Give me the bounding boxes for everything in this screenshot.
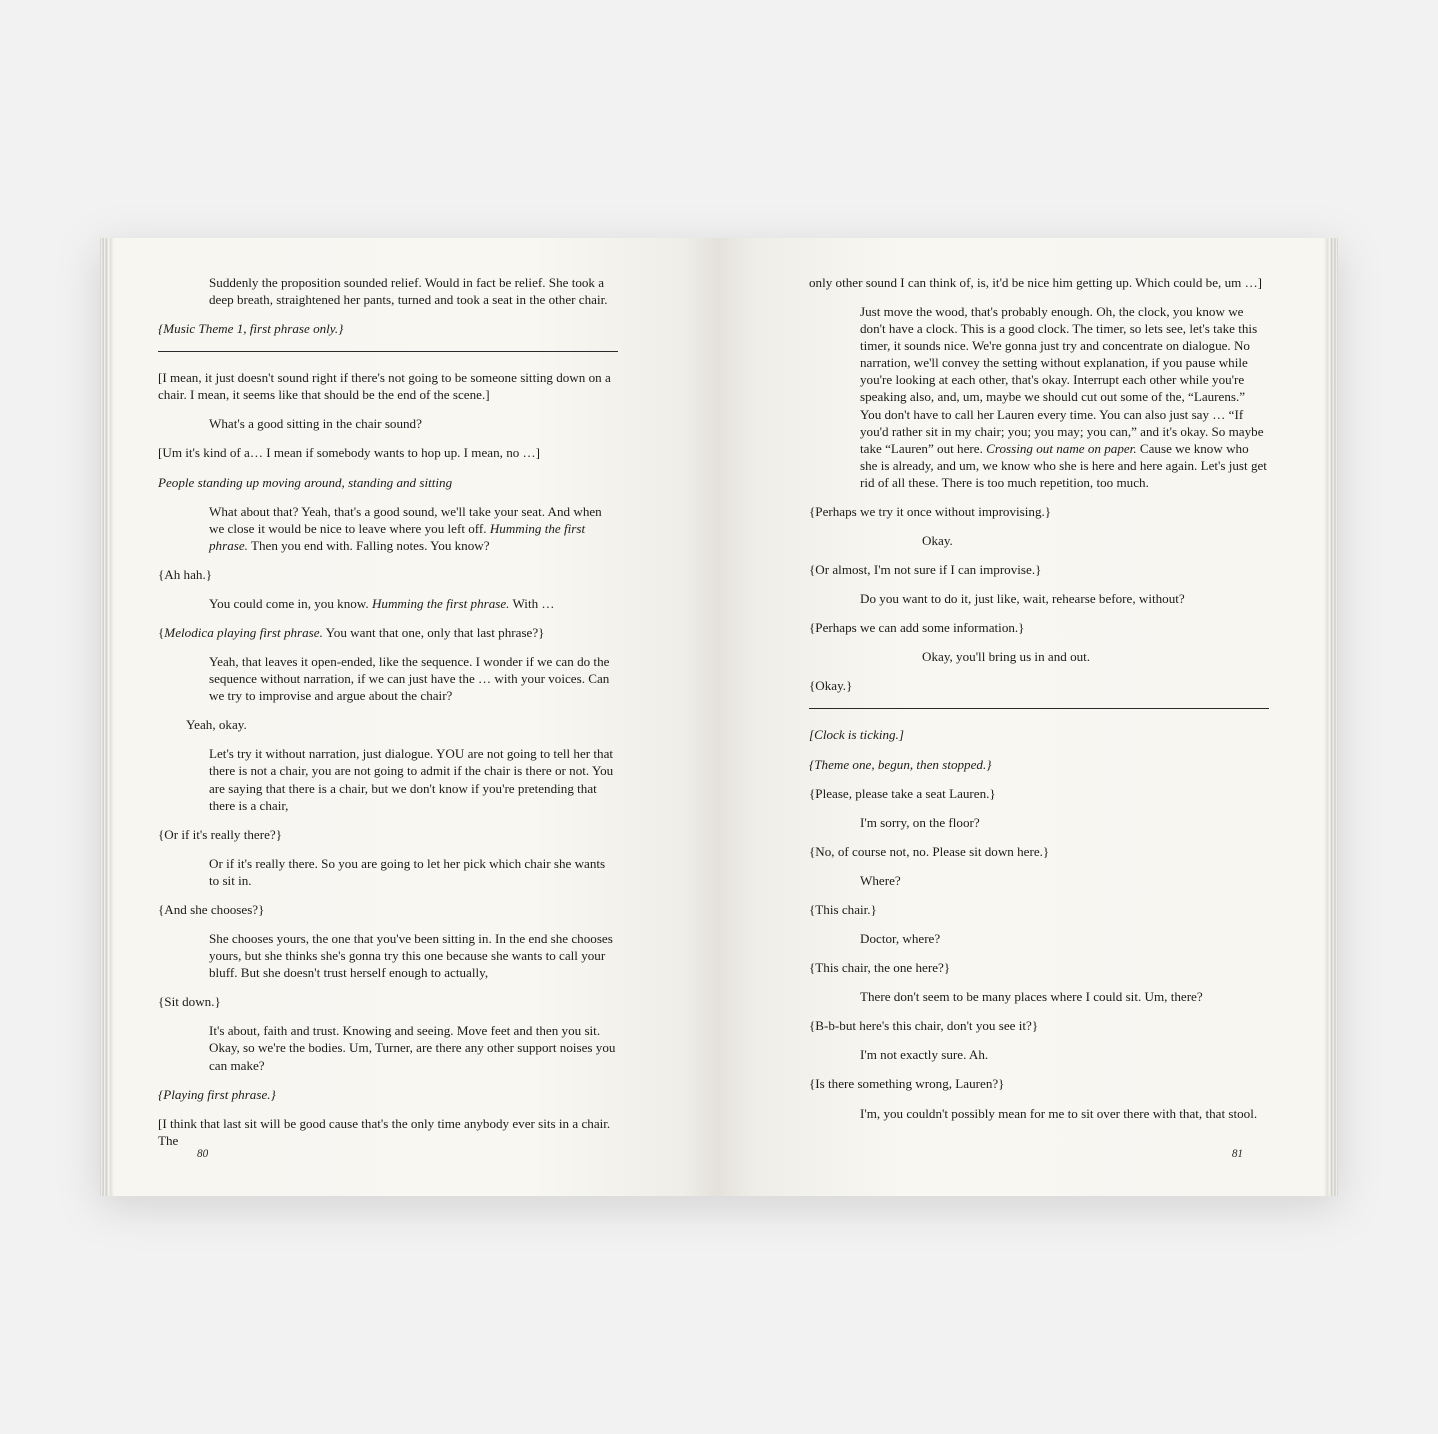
paragraph: {B-b-but here's this chair, don't you see it?} — [809, 1018, 1039, 1034]
left-page — [100, 238, 719, 1196]
paragraph: {Or if it's really there?} — [158, 826, 282, 842]
paragraph: only other sound I can think of, is, it'd be nice him getting up. Which could be, um …] — [809, 275, 1263, 290]
paragraph: {Sit down.} — [158, 994, 221, 1010]
paragraph: I'm sorry, on the floor? — [860, 814, 980, 830]
paragraph: Or if it's really there. So you are going to let her pick which chair she wants to sit in. — [209, 855, 606, 888]
paragraph: There don't seem to be many places where I could sit. Um, there? — [860, 989, 1203, 1005]
page-edges-left — [100, 238, 114, 1196]
paragraph: {Is there something wrong, Lauren?} — [809, 1076, 1005, 1092]
page-number-left: 80 — [197, 1148, 209, 1160]
page-edges-right — [1324, 238, 1338, 1196]
paragraph: It's about, faith and trust. Knowing and seeing. Move feet and then you sit. Okay, so we're the bodies. Um, Turner, are there any other support noises you can make? — [209, 1023, 616, 1073]
page-number-right: 81 — [1231, 1148, 1243, 1160]
left-page-text-column — [158, 274, 618, 1154]
paragraph: [I think that last sit will be good cause that's the only time anybody ever sits in a chair. The — [158, 1115, 611, 1148]
paragraph: {This chair.} — [809, 901, 877, 917]
paragraph: Doctor, where? — [860, 931, 941, 947]
paragraph: Suddenly the proposition sounded relief. Would in fact be relief. She took a deep breath, straightened her pants, turned and took a seat in the other chair. — [209, 275, 608, 308]
paragraph: What's a good sitting in the chair sound? — [209, 416, 422, 432]
paragraph: Yeah, that leaves it open-ended, like the sequence. I wonder if we can do the sequence without narration, if we can just have the … with your voices. Can we try to improvise and argue about the chair? — [209, 654, 610, 704]
paragraph: {This chair, the one here?} — [809, 960, 951, 976]
paragraph: You could come in, you know. Humming the first phrase. With … — [209, 595, 555, 611]
paragraph: [I mean, it just doesn't sound right if there's not going to be someone sitting down on a chair. I mean, it seems like that should be the end of the scene.] — [158, 370, 611, 403]
paragraph: Just move the wood, that's probably enough. Oh, the clock, you know we don't have a clock. This is a good clock. The timer, so lets see, let's take this timer, it sounds nice. We're gonna just try and concentrate on dialogue. No narration, we'll convey the setting without explanation, if you pause while you're looking at each other, that's okay. Interrupt each other while you're speaking also, and, um, maybe we should cut out some of the, “Laurens.” You don't have to call her Lauren every time. You can also just say … “If you'd rather sit in my chair; you; you may; you can,” and it's okay. So maybe take “Lauren” out here. Crossing out name on paper. Cause we know who she is already, and um, we know who she is here and here again. Let's just get rid of all these. There is too much repetition, too much. — [860, 304, 1267, 490]
paragraph: {Perhaps we try it once without improvising.} — [809, 503, 1052, 519]
right-page-text-column — [809, 274, 1269, 1154]
paragraph: {Ah hah.} — [158, 566, 213, 582]
paragraph: What about that? Yeah, that's a good sound, we'll take your seat. And when we close it would be nice to leave where you left off. Humming the first phrase. Then you end with. Falling notes. You know? — [209, 503, 602, 553]
paragraph: People standing up moving around, standing and sitting — [158, 474, 453, 490]
paragraph: Okay. — [922, 533, 953, 549]
section-divider — [158, 351, 618, 352]
paragraph: {And she chooses?} — [158, 901, 265, 917]
paragraph: {Perhaps we can add some information.} — [809, 620, 1025, 636]
paragraph: Let's try it without narration, just dialogue. YOU are not going to tell her that there is not a chair, you are not going to admit if the chair is there or not. You are saying that there is a chair, but we don't know if you're pretending that there is a chair, — [209, 746, 614, 813]
open-book-spread — [100, 238, 1338, 1196]
paragraph: I'm, you couldn't possibly mean for me to sit over there with that, that stool. — [860, 1105, 1258, 1121]
paragraph: {Music Theme 1, first phrase only.} — [158, 321, 344, 337]
paragraph: I'm not exactly sure. Ah. — [860, 1047, 989, 1063]
paragraph: Yeah, okay. — [186, 717, 247, 733]
paragraph: [Clock is ticking.] — [809, 727, 904, 743]
paragraph: Where? — [860, 872, 901, 888]
paragraph: She chooses yours, the one that you've been sitting in. In the end she chooses yours, but she thinks she's gonna try this one because she wants to call your bluff. But she doesn't trust herself enough to actually, — [209, 931, 613, 981]
paragraph: {Please, please take a seat Lauren.} — [809, 785, 996, 801]
paragraph: {Okay.} — [809, 678, 853, 694]
paragraph: Do you want to do it, just like, wait, rehearse before, without? — [860, 591, 1185, 607]
section-divider — [809, 708, 1269, 709]
paragraph: {No, of course not, no. Please sit down here.} — [809, 843, 1050, 859]
paragraph: [Um it's kind of a… I mean if somebody wants to hop up. I mean, no …] — [158, 445, 541, 461]
paragraph: {Melodica playing first phrase. You want that one, only that last phrase?} — [158, 625, 545, 641]
right-page — [719, 238, 1338, 1196]
paragraph: {Theme one, begun, then stopped.} — [809, 756, 992, 772]
paragraph: Okay, you'll bring us in and out. — [922, 649, 1091, 665]
paragraph: {Playing first phrase.} — [158, 1086, 276, 1102]
paragraph: {Or almost, I'm not sure if I can improvise.} — [809, 562, 1042, 578]
